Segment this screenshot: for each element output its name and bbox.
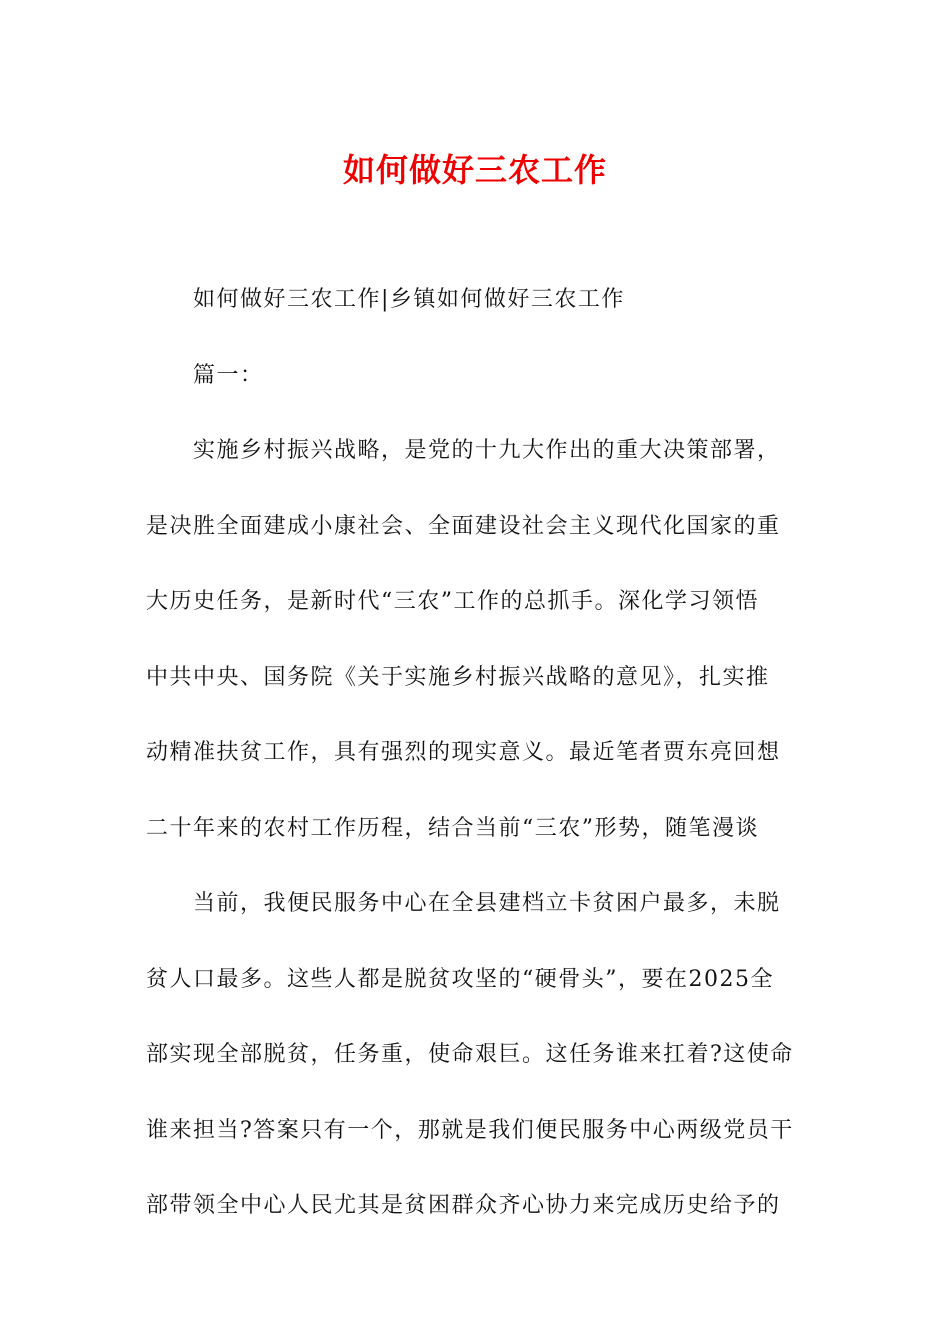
paragraph-line: 贫人口最多。这些人都是脱贫攻坚的“硬骨头”，要在2025全 xyxy=(146,966,774,992)
paragraph-line: 大历史任务，是新时代“三农”工作的总抓手。深化学习领悟 xyxy=(146,589,759,614)
subtitle-line: 如何做好三农工作|乡镇如何做好三农工作 xyxy=(193,287,625,312)
paragraph-line: 部带领全中心人民尤其是贫困群众齐心协力来完成历史给予的 xyxy=(146,1193,781,1218)
document-body xyxy=(146,266,806,1248)
paragraph-line: 动精准扶贫工作，具有强烈的现实意义。最近笔者贾东亮回想 xyxy=(146,740,781,765)
paragraph-line: 当前，我便民服务中心在全县建档立卡贫困户最多，未脱 xyxy=(193,891,781,916)
paragraph-line: 是决胜全面建成小康社会、全面建设社会主义现代化国家的重 xyxy=(146,513,781,539)
paragraph-line: 二十年来的农村工作历程，结合当前“三农”形势，随笔漫谈 xyxy=(146,815,759,841)
section-heading: 篇一： xyxy=(193,362,264,388)
paragraph-line: 部实现全部脱贫，任务重，使命艰巨。这任务谁来扛着?这使命 xyxy=(146,1042,794,1067)
paragraph-line: 实施乡村振兴战略，是党的十九大作出的重大决策部署， xyxy=(193,438,781,463)
document-title: 如何做好三农工作 xyxy=(342,151,607,189)
paragraph-line: 中共中央、国务院《关于实施乡村振兴战略的意见》，扎实推 xyxy=(146,664,770,690)
paragraph-line: 谁来担当?答案只有一个，那就是我们便民服务中心两级党员干 xyxy=(146,1117,794,1143)
